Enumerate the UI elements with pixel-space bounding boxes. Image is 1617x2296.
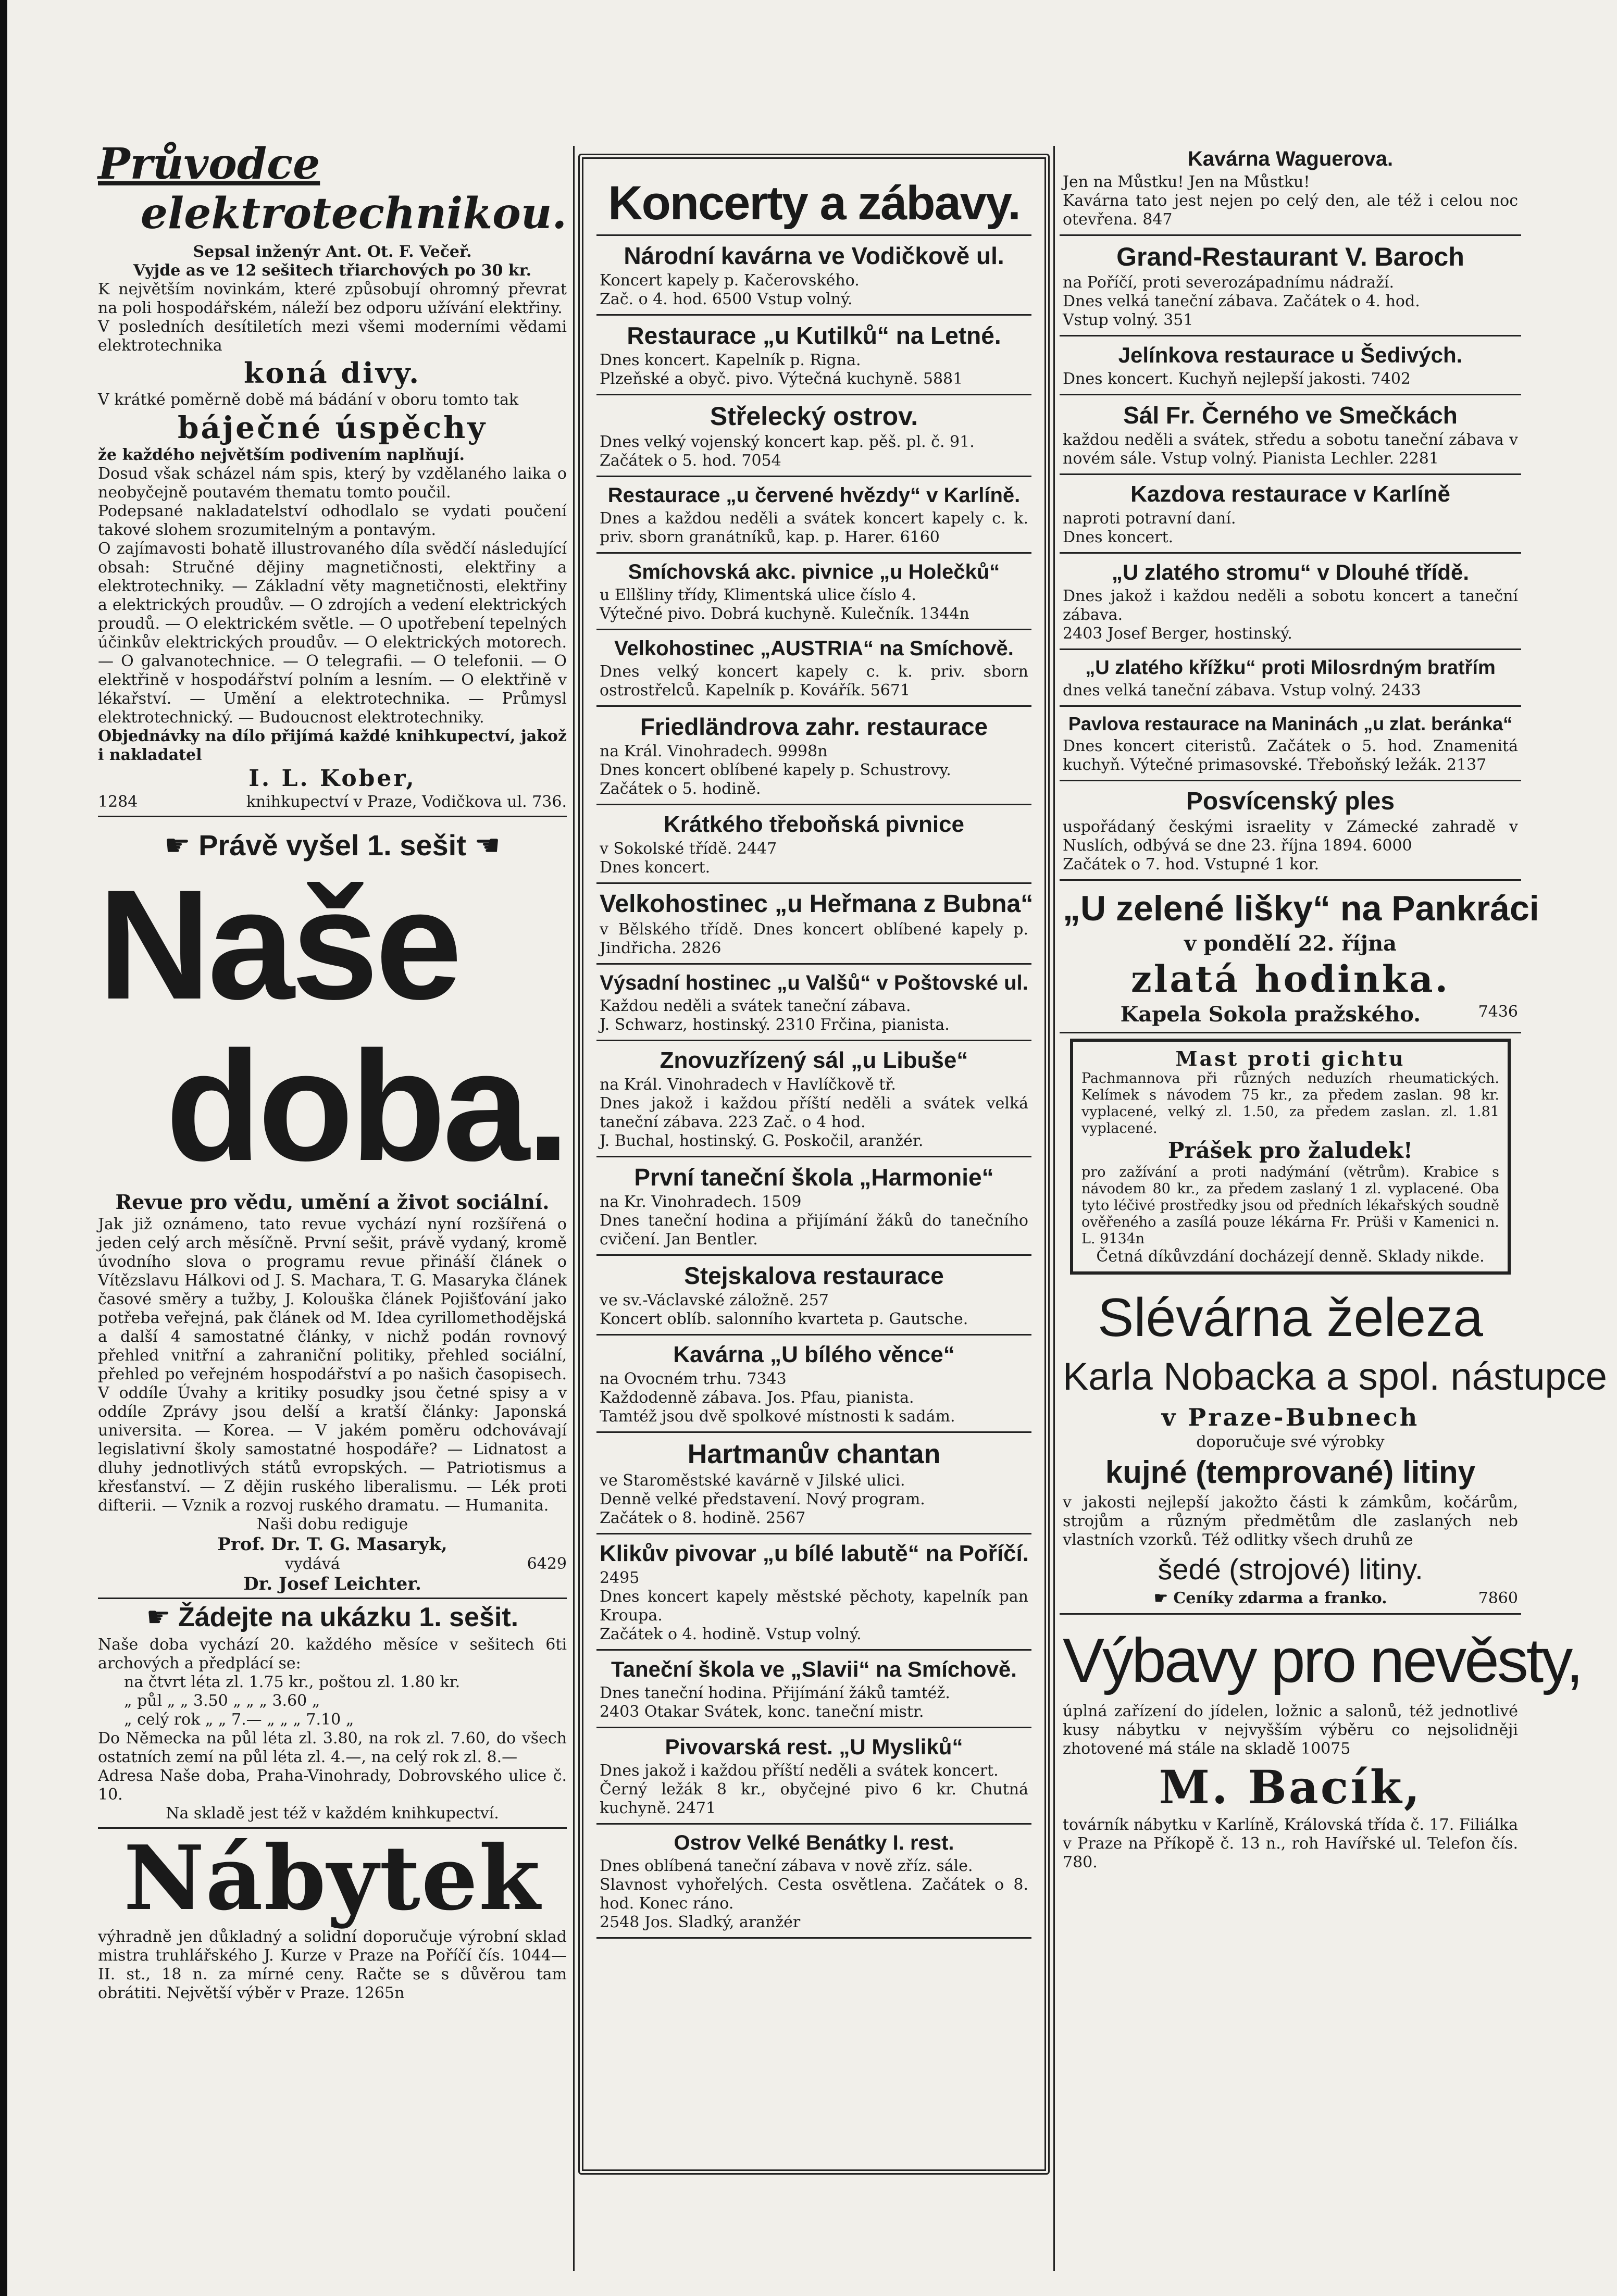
prasek-end: Četná díkůvzdání docházejí denně. Sklady nikde. (1096, 1247, 1485, 1266)
price-row-2: „ půl „ „ 3.50 „ „ „ 3.60 „ (124, 1692, 320, 1710)
editor-line-3: vydává (284, 1555, 340, 1573)
right-ad-line: Začátek o 7. hod. Vstupné 1 kor. (1063, 855, 1320, 874)
concert-ad-line: J. Schwarz, hostinský. 2310 Frčina, pianista. (600, 1016, 950, 1034)
concert-ad (596, 1041, 1031, 1157)
concert-ad-line: Dnes koncert oblíbené kapely p. Schustrovy. (600, 761, 951, 779)
slevarna-product: kujné (temprované) litiny (1105, 1455, 1476, 1490)
concert-ad-line: Dnes oblíbená taneční zábava v nově zříz. sále. (600, 1857, 973, 1875)
right-ad-title: „U zlatého stromu“ v Dlouhé třídě. (1111, 560, 1470, 584)
vybavy-text: úplná zařízení do jídelen, ložnic a salonů, též jednotlivé kusy nábytku v nejvyšším výběru co nejsolidněji zhotovené má stále na skladě 10075 (1063, 1702, 1518, 1758)
slevarna-title: Slévárna železa (1098, 1288, 1483, 1348)
concert-ad-line: 2495 (600, 1569, 640, 1587)
vybavy-title: Výbavy pro nevěsty, (1063, 1626, 1582, 1695)
liska-zlata-hodinka: zlatá hodinka. (1130, 957, 1450, 1001)
concert-ad-title: Taneční škola ve „Slavii“ na Smíchově. (611, 1657, 1017, 1681)
pointing-hand-icon: ☚ (466, 829, 501, 862)
concert-ad-line: Dnes koncert. (600, 858, 711, 877)
slevarna-ad (1060, 1280, 1607, 1615)
concert-ad-title: Restaurace „u červené hvězdy“ v Karlíně. (607, 484, 1021, 507)
concert-ad (596, 1534, 1031, 1651)
right-ad-line: každou neděli a svátek, středu a sobotu taneční zábava v novém sále. Vstup volný. Pianista Lechler. 2281 (1063, 431, 1518, 468)
concert-ad-title: Krátkého třeboňská pivnice (663, 812, 965, 837)
right-ad (1060, 781, 1521, 881)
mast-box (1070, 1039, 1511, 1275)
right-ad-title: Kazdova restaurace v Karlíně (1130, 481, 1450, 507)
right-ad-title: „U zlatého křížku“ proti Milosrdným bratřím (1085, 657, 1496, 679)
nabytek-text: výhradně jen důkladný a solidní doporučuje výrobní sklad mistra truhlářského J. Kurze v Praze na Poříčí čís. 1044—II. st., 18 n. za mírné ceny. Račte se s důvěrou tam obrátiti. Největší výběr v Praze. 1265n (98, 1928, 567, 2002)
concert-ad-line: Dnes taneční hodina. Přijímání žáků tamtéž. (600, 1684, 950, 1702)
prasek-text: pro zažívání a proti nadýmání (větrům). Krabice s návodem 80 kr., za předem zaslaný 1 zl. vyplacené. Oba tyto léčivé prostředky jsou od předních lékařských soudně ověřeného a zasílá pouze lékárna Fr. Prüši v Kamenici n. L. 9134n (1081, 1164, 1499, 1247)
concert-ad (596, 1336, 1031, 1433)
publisher-row (98, 793, 567, 817)
concert-ad-line: J. Buchal, hostinský. G. Poskočil, aranžér. (600, 1132, 924, 1150)
concert-ad-line: Začátek o 8. hodině. 2567 (600, 1509, 806, 1527)
column-rule-left (573, 146, 575, 2271)
slevarna-number: 7860 (1478, 1589, 1518, 1607)
right-ad-title: Posvícenský ples (1186, 788, 1395, 815)
concert-ad-title: Restaurace „u Kutilků“ na Letné. (627, 322, 1001, 349)
right-ad-title: Kavárna Waguerova. (1187, 147, 1394, 170)
nabytek-title: Nábytek (123, 1826, 541, 1930)
concert-ad-title: Střelecký ostrov. (710, 402, 918, 431)
doba-title: doba. (166, 1018, 567, 1193)
concert-ad-title: První taneční škola „Harmonie“ (634, 1164, 994, 1191)
liska-title: „U zelené lišky“ na Pankráci (1063, 889, 1539, 928)
concert-ad-line: Plzeňské a obyč. pivo. Výtečná kuchyně. 5881 (600, 370, 963, 388)
concert-ad-line: 2548 Jos. Sladký, aranžér (600, 1913, 801, 1931)
right-ad (1060, 707, 1521, 781)
pruvodce-header-2: elektrotechnikou. (140, 189, 567, 239)
slevarna-place: v Praze-Bubnech (1161, 1403, 1420, 1431)
right-ad-line: na Poříčí, proti severozápadnímu nádraží. (1063, 273, 1395, 292)
liska-footer (1063, 1003, 1518, 1027)
concert-ad-line: Dnes koncert. Kapelník p. Rigna. (600, 351, 861, 369)
concert-ad-line: Dnes taneční hodina a přijímání žáků do tanečního cvičení. Jan Bentler. (600, 1212, 1028, 1249)
right-ad-line: Dnes jakož i každou neděli a sobotu koncert a taneční zábava. (1063, 587, 1518, 624)
concert-ad-line: Každodenně zábava. Jos. Pfau, pianista. (600, 1389, 914, 1407)
slevarna-grey: šedé (strojové) litiny. (1158, 1553, 1423, 1586)
concert-ad (596, 1433, 1031, 1534)
pointing-hand-icon: ☛ (146, 1602, 178, 1632)
right-ad-line: Kavárna tato jest nejen po celý den, ale též i celou noc otevřena. 847 (1063, 192, 1518, 229)
concert-ad-line: Výtečné pivo. Dobrá kuchyně. Kulečník. 1344n (600, 605, 969, 623)
right-ad-line: dnes velká taneční zábava. Vstup volný. 2433 (1063, 681, 1421, 700)
concert-ad (596, 630, 1031, 707)
concert-ad-line: Denně velké představení. Nový program. (600, 1490, 925, 1508)
price-row-1: na čtvrt léta zl. 1.75 kr., poštou zl. 1.80 kr. (124, 1673, 461, 1691)
right-ad-line: naproti potravní daní. (1063, 509, 1236, 528)
publisher-line (98, 1555, 567, 1574)
concert-ad-line: Začátek o 5. hodině. (600, 780, 761, 798)
column-left (98, 141, 567, 2003)
pruvodce-issues: Vyjde as ve 12 sešitech třiarchových po 30 kr. (133, 261, 532, 280)
liska-band: Kapela Sokola pražského. (1120, 1002, 1421, 1027)
nase-stock: Na skladě jest též v každém knihkupectví. (98, 1804, 567, 1829)
concert-ad-title: Výsadní hostinec „u Valšů“ v Poštovské ul. (600, 971, 1028, 994)
concert-ad (596, 965, 1031, 1041)
concert-ad-title: Národní kavárna ve Vodičkově ul. (624, 242, 1004, 269)
right-ad (1060, 650, 1521, 707)
pruvodce-text-4: že každého největším podivením naplňují. (98, 446, 465, 464)
concert-ad-title: Friedländrova zahr. restaurace (640, 713, 988, 740)
pointing-hand-icon: ☛ (1154, 1589, 1174, 1607)
concert-ad-line: na Král. Vinohradech. 9998n (600, 742, 828, 760)
slevarna-pricelist: ☛ Ceníky zdarma a franko. (1154, 1589, 1387, 1607)
sample-text: Naše doba vychází 20. každého měsíce v sešitech 6ti archových a předplácí se: (98, 1636, 567, 1673)
price-row-3: „ celý rok „ „ 7.— „ „ „ 7.10 „ (124, 1711, 354, 1729)
concert-ad-line: Dnes a každou neděli a svátek koncert kapely c. k. priv. sborn granátníků, kap. p. Harer. 6160 (600, 509, 1028, 546)
concert-ad-title: Stejskalova restaurace (684, 1262, 944, 1289)
concert-ad-title: Velkohostinec „u Heřmana z Bubna“ (600, 890, 1034, 918)
pruvodce-text-1: K největším novinkám, které způsobují ohromný převrat na poli hospodářském, náleží bez odporu užívání elektřiny. (98, 280, 567, 317)
concert-ad (596, 707, 1031, 805)
concert-ad-title: Velkohostinec „AUSTRIA“ na Smíchově. (614, 637, 1014, 660)
slevarna-footer (1063, 1589, 1518, 1608)
vybavy-address: továrník nábytku v Karlíně, Královská třída č. 17. Filiálka v Praze na Příkopě č. 13 n., roh Havířské ul. Telefon čís. 780. (1063, 1816, 1518, 1871)
concert-ad-line: v Bělského třídě. Dnes koncert oblíbené kapely p. Jindřicha. 2826 (600, 920, 1028, 957)
editor-name: Prof. Dr. T. G. Masaryk, (217, 1534, 447, 1555)
pruvodce-author: Sepsal inženýr Ant. Ot. F. Večeř. (193, 243, 472, 261)
right-ad-line: 2403 Josef Berger, hostinský. (1063, 625, 1292, 643)
revue-text: Jak již oznámeno, tato revue vychází nyní rozšířená o jeden celý arch měsíčně. První sešit, právě vydaný, kromě úvodního slova o programu revue přináší článek o Vítězslavu Hálkovi od J. S. Machara, T. G. Masaryka článek časové směry a tužby, J. Kolouška článek Pojišťování jako potřeba veřejná, pak článek od M. Idea cyrillomethodějská a další 4 samostatné články, v nichž podán rovnový přehled vnitřní a zahraniční politiky, přehled sociální, přehled po veřejném hospodářství a po našich časopisech. V oddíle Úvahy a kritiky posudky jsou četné spisy a v oddíle Zprávy jsou delší a kratší články: Japonská universita. — Korea. — V jakém poměru odchovávají legislativní školy samostatné hospodáře? — Lidnatost a dluhy jednotlivých států evropských. — Patriotismus a křesťanství. — Z dějin ruského liberalismu. — Lék proti difterii. — Vznik a rozvoj ruského dramatu. — Humanita. (98, 1215, 567, 1515)
concert-ad-line: Koncert oblíb. salonního kvarteta p. Gautsche. (600, 1310, 968, 1328)
nase-doba-heading: ☛ Právě vyšel 1. sešit ☚ (164, 829, 501, 862)
concert-ad-line: Začátek o 4. hodině. Vstup volný. (600, 1625, 862, 1643)
column-right (1052, 141, 1607, 1877)
right-ad (1060, 236, 1521, 336)
right-ad-line: Dnes koncert. (1063, 528, 1174, 546)
right-ad (1060, 336, 1521, 395)
concert-ad (596, 316, 1031, 395)
concert-ad-title: Hartmanův chantan (687, 1439, 941, 1469)
publisher-number: 1284 (98, 793, 138, 811)
concert-ad-line: na Ovocném trhu. 7343 (600, 1370, 787, 1388)
price-abroad: Do Německa na půl léta zl. 3.80, na rok zl. 7.60, do všech ostatních zemí na půl léta zl. 4.—, na celý rok zl. 8.— (98, 1729, 567, 1766)
column-middle (576, 141, 1052, 1939)
mast-text: Pachmannova při různých neduzích rheumatických. Kelímek s návodem 75 kr., za předem zaslan. 98 kr. vyplacené, velký zl. 1.50, za předem zaslan. zl. 1.81 vyplacené. (1081, 1070, 1499, 1137)
pruvodce-header-1: Průvodce (98, 139, 320, 189)
concert-ad-line: Dnes velký vojenský koncert kap. pěš. pl. č. 91. (600, 433, 975, 451)
concert-ad (596, 1651, 1031, 1728)
right-ad-line: Jen na Můstku! Jen na Můstku! (1063, 173, 1310, 191)
mast-title: Mast proti gichtu (1175, 1047, 1405, 1070)
concert-ad-line: na Král. Vinohradech v Havlíčkově tř. (600, 1076, 896, 1094)
concert-ad-title: Pivovarská rest. „U Mysliků“ (665, 1735, 963, 1759)
concert-ad-line: u Ellšliny třídy, Klimentská ulice číslo 4. (600, 586, 916, 604)
right-ad-line: uspořádaný českými israelity v Zámecké zahradě v Nuslích, odbývá se dne 23. října 1894. 6000 (1063, 818, 1518, 855)
publisher-name: I. L. Kober, (248, 765, 416, 792)
pruvodce-text-3: V krátké poměrně době má bádání v oboru tomto tak (98, 391, 519, 409)
right-ad (1060, 395, 1521, 475)
vybavy-ad (1060, 1615, 1582, 1877)
concert-ad-line: Tamtéž jsou dvě spolkové místnosti k sadám. (600, 1407, 955, 1426)
concert-ad (596, 805, 1031, 884)
right-ads (1060, 141, 1521, 881)
concert-ad (596, 554, 1031, 630)
liska-date: v pondělí 22. října (1184, 931, 1397, 956)
right-ad (1060, 554, 1521, 650)
editor-publisher: Dr. Josef Leichter. (98, 1574, 567, 1599)
right-ad-title: Pavlova restaurace na Maninách „u zlat. beránka“ (1068, 713, 1513, 734)
right-ad (1060, 475, 1521, 554)
concert-ad (596, 477, 1031, 554)
concert-ad-line: ve Staroměstské kavárně v Jilské ulici. (600, 1471, 905, 1490)
right-ad (1060, 141, 1521, 236)
slevarna-recommends: doporučuje své výrobky (1196, 1433, 1385, 1451)
concert-ad (596, 395, 1031, 477)
concert-ad-title: Znovuzřízený sál „u Libuše“ (660, 1047, 968, 1073)
sample-heading: ☛ Žádejte na ukázku 1. sešit. (146, 1602, 519, 1632)
bajecne-uspechy: báječné úspěchy (177, 410, 488, 445)
concert-ad (596, 1157, 1031, 1256)
concert-ad-line: Koncert kapely p. Kačerovského. (600, 271, 860, 290)
concert-ad-line: Dnes jakož i každou příští neděli a svátek velká taneční zábava. 223 Zač. o 4 hod. (600, 1094, 1028, 1131)
concert-ad-line: Dnes jakož i každou příští neděli a svátek koncert. (600, 1762, 999, 1780)
concert-ad (596, 236, 1031, 316)
pointing-hand-icon: ☛ (164, 829, 199, 862)
liska-number: 7436 (1478, 1003, 1518, 1021)
right-ad-line: Dnes velká taneční zábava. Začátek o 4. hod. (1063, 292, 1420, 310)
concert-ad-line: Každou neděli a svátek taneční zábava. (600, 997, 911, 1015)
concert-ad-title: Kavárna „U bílého věnce“ (673, 1342, 955, 1367)
concert-ad-line: Slavnost vyhořelých. Cesta osvětlena. Začátek o 8. hod. Konec ráno. (600, 1876, 1028, 1913)
nase-address: Adresa Naše doba, Praha-Vinohrady, Dobrovského ulice č. 10. (98, 1767, 567, 1804)
revue-subtitle: Revue pro vědu, umění a život sociální. (115, 1190, 550, 1214)
concert-ad-line: Dnes velký koncert kapely c. k. priv. sborn ostrostřelců. Kapelník p. Kovářík. 5671 (600, 663, 1028, 700)
concert-ad (596, 1256, 1031, 1336)
concerts-title: Koncerty a zábavy. (596, 172, 1031, 236)
nase-title: Naše (98, 857, 459, 1032)
vybavy-name: M. Bacík, (1159, 1760, 1422, 1814)
right-ad-line: Dnes koncert citeristů. Začátek o 5. hod. Znamenitá kuchyň. Výtečné primasovské. Třeboňský ležák. 2137 (1063, 737, 1518, 774)
concert-ad-line: Začátek o 5. hod. 7054 (600, 452, 781, 470)
right-ad-line: Vstup volný. 351 (1063, 311, 1193, 329)
editor-number: 6429 (527, 1555, 567, 1573)
right-ad-title: Sál Fr. Černého ve Smečkách (1123, 402, 1458, 429)
pruvodce-orders: Objednávky na dílo přijímá každé knihkupectví, jakož i nakladatel (98, 727, 567, 764)
prasek-title: Prášek pro žaludek! (1167, 1138, 1413, 1163)
slevarna-company: Karla Nobacka a spol. nástupce (1063, 1355, 1607, 1398)
right-ad-line: Dnes koncert. Kuchyň nejlepší jakosti. 7402 (1063, 370, 1411, 388)
right-ad-title: Grand-Restaurant V. Baroch (1116, 242, 1464, 271)
concert-ad-line: Černý ležák 8 kr., obyčejné pivo 6 kr. Chutná kuchyně. 2471 (600, 1780, 1028, 1817)
concert-ad (596, 884, 1034, 965)
publisher-address: knihkupectví v Praze, Vodičkova ul. 736. (246, 793, 567, 811)
pruvodce-text-2: V posledních desítiletích mezi všemi moderními vědami elektrotechnika (98, 318, 567, 355)
concert-ad-line: Dnes koncert kapely městské pěchoty, kapelník pan Kroupa. (600, 1588, 1028, 1625)
kona-divy: koná divy. (243, 356, 421, 390)
concert-ads (596, 236, 1034, 1939)
liska-ad (1060, 881, 1539, 1033)
concert-ad-line: ve sv.-Václavské záložně. 257 (600, 1291, 829, 1309)
concert-ad-line: 2403 Otakar Svátek, konc. taneční mistr. (600, 1703, 924, 1721)
concert-ad (596, 1728, 1031, 1825)
pruvodce-text-6: Podepsané nakladatelství odhodlalo se vydati poučení takové slohem srozumitelným a pontavým. (98, 502, 567, 539)
editor-line-1: Naši dobu rediguje (256, 1515, 408, 1533)
concert-ad-line: Zač. o 4. hod. 6500 Vstup volný. (600, 290, 853, 308)
slevarna-text: v jakosti nejlepší jakožto části k zámkům, kočárům, strojům a různým předmětům dle zaslaných neb vlastních vzorků. Též odlitky všech druhů ze (1063, 1493, 1518, 1549)
concert-ad (596, 1825, 1031, 1939)
pruvodce-contents: O zajímavosti bohatě illustrovaného díla svědčí následující obsah: Stručné dějiny magnetičnosti, elektřiny a elektrotechniky. — Základní věty magnetičnosti, elektřiny a elektrických proudův. — O zdrojích a vedení elektrických proudů. — O elektrickém světle. — O upotřebení tepelných účinkův elektrických proudův. — O elektrických motorech. — O galvanotechnice. — O telegrafii. — O telefonii. — O elektřině v hospodářství polním a lesním. — O elektřině v lékařství. — Umění a elektrotechnika. — Průmysl elektrotechnický. — Budoucnost elektrotechniky. (98, 540, 567, 727)
concert-ad-title: Ostrov Velké Benátky I. rest. (674, 1831, 954, 1854)
concert-ad-title: Smíchovská akc. pivnice „u Holečků“ (628, 560, 1000, 583)
concert-ad-line: v Sokolské třídě. 2447 (600, 840, 777, 858)
concert-ad-title: Klikův pivovar „u bílé labutě“ na Poříčí. (600, 1541, 1029, 1566)
concert-ad-line: na Kr. Vinohradech. 1509 (600, 1193, 802, 1211)
pruvodce-text-5: Dosud však scházel nám spis, který by vzdělaného laika o neobyčejně poutavém thematu tomto poučil. (98, 465, 567, 502)
right-ad-title: Jelínkova restaurace u Šedivých. (1118, 343, 1463, 367)
